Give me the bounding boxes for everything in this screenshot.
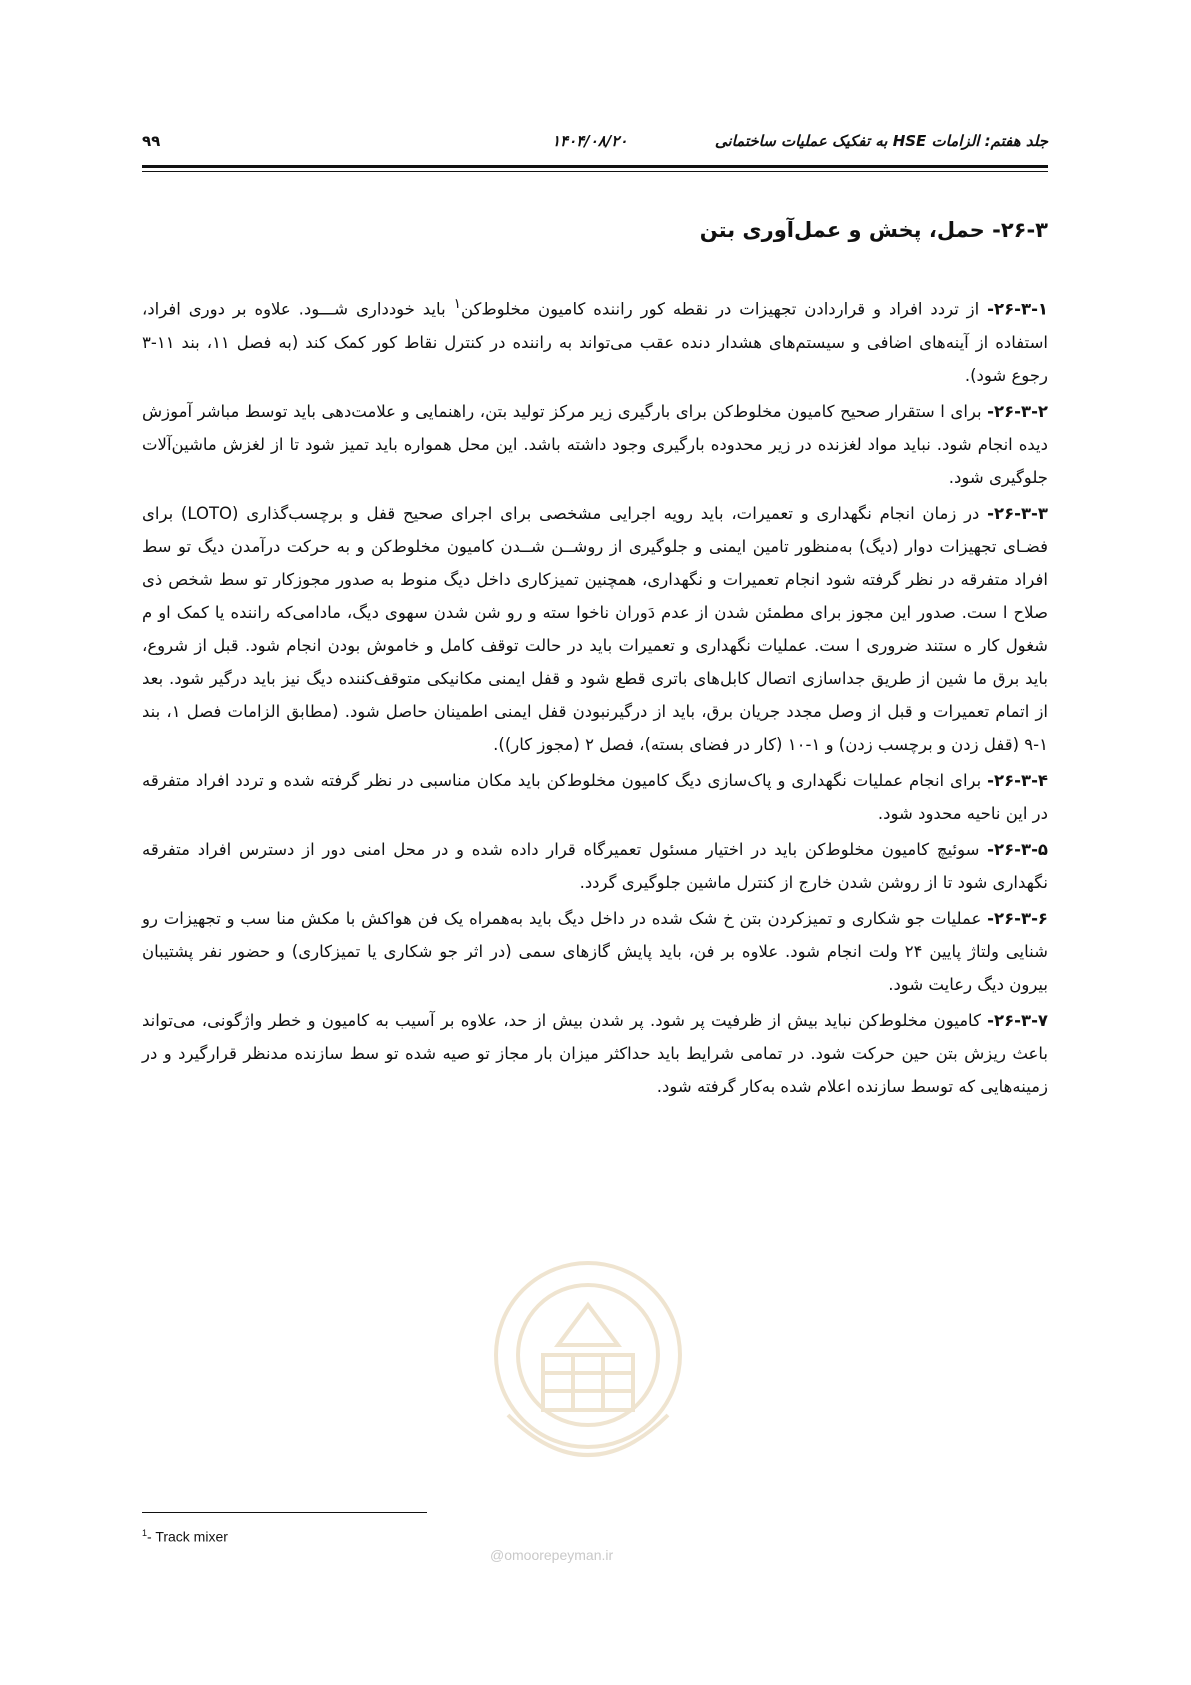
clause-text: برای انجام عملیات نگهداری و پاک‌سازی دیگ کامیون مخلوط‌کن باید مکان مناسبی در نظر گرفته شده و تردد افراد متفرقه در این ناحیه محدود شود. [142,770,1048,823]
header-title: جلد هفتم: الزامات HSE به تفکیک عملیات ساختمانی [714,132,1048,150]
clause-number: ۲۶-۳-۶- [987,908,1048,928]
watermark-text: @omoorepeyman.ir [490,1547,614,1563]
clause-text: در زمان انجام نگهداری و تعمیرات، باید رویه اجرایی مشخصی برای اجرای صحیح قفل و برچسب‌گذاری (LOTO) برای فضـای تجهیزات دوار (دیگ) به‌منظور تامین ایمنی و جلوگیری از روشــن شــدن کامیون مخلوط‌کن و به حرکت درآمدن دیگ تو سط افراد متفرقه در نظر گرفته شود انجام تعمیرات و نگهداری، همچنین تمیزکاری داخل دیگ منوط به صدور مجوزکار تو سط شخص ذی صلاح ا ست. صدور این مجوز برای مطمئن شدن از عدم دَوران ناخوا سته و رو شن شدن سهوی دیگ، مادامی‌که راننده یا کمک او م شغول کار ه ستند ضروری ا ست. عملیات نگهداری و تعمیرات باید در حالت توقف کامل و خاموش بودن انجام شود. قبل از شروع، باید برق ما شین از طریق جداسازی اتصال کابل‌های باتری قطع شود و قفل ایمنی مکانیکی متوقف‌کننده دیگ نیز باید درگیر شود. بعد از اتمام تعمیرات و قبل از وصل مجدد جریان برق، باید از درگیرنبودن قفل ایمنی اطمینان حاصل شود. (مطابق الزامات فصل ۱، بند ۱-۹ (قفل زدن و برچسب زدن) و ۱-۱۰ (کار در فضای بسته)، فصل ۲ (مجوز کار)). [142,503,1048,754]
paragraph-2 [142,395,1048,494]
clause-text: باید خودداری شـــود. علاوه بر دوری افراد، استفاده از آینه‌های اضافی و سیستم‌های هشدار دنده عقب می‌تواند به راننده در کنترل نقاط کور کمک کند (به فصل ۱۱، بند ۱۱-۳ رجوع شود). [142,299,1048,385]
paragraph-6 [142,902,1048,1001]
header-rule-thick [142,165,1048,168]
clause-number: ۲۶-۳-۲- [987,401,1048,421]
clause-number: ۲۶-۳-۱- [987,299,1048,319]
clause-text: عملیات جو شکاری و تمیزکردن بتن خ شک شده در داخل دیگ باید به‌همراه یک فن هواکش با مکش منا سب و تجهیزات رو شنایی ولتاژ پایین ۲۴ ولت انجام شود. علاوه بر فن، باید پایش گازهای سمی (در اثر جو شکاری یا تمیزکاری) و حضور نفر پشتیبان بیرون دیگ رعایت شود. [142,908,1048,994]
page-header [142,128,1048,162]
paragraph-4 [142,764,1048,830]
paragraph-3 [142,497,1048,761]
footnote-mark: 1 [142,1528,148,1538]
footnote-text: - Track mixer [147,1528,228,1545]
footnote-ref: ۱ [453,296,461,312]
document-body [142,288,1048,1106]
paragraph-1 [142,288,1048,392]
emblem-watermark-icon [478,1245,698,1485]
footnote-separator [142,1512,427,1513]
header-date: ۱۴۰۴/۰۸/۲۰ [552,132,628,150]
paragraph-7 [142,1004,1048,1103]
clause-text: برای ا ستقرار صحیح کامیون مخلوط‌کن برای بارگیری زیر مرکز تولید بتن، راهنمایی و علامت‌دهی باید توسط مباشر آموزش دیده انجام شود. نباید مواد لغزنده در زیر محدوده بارگیری وجود داشته باشد. این محل همواره باید تمیز شود تا از لغزش ماشین‌آلات جلوگیری شود. [142,401,1048,487]
paragraph-5 [142,833,1048,899]
clause-number: ۲۶-۳-۴- [987,770,1048,790]
clause-number: ۲۶-۳-۳- [987,503,1048,523]
clause-text: سوئیچ کامیون مخلوط‌کن باید در اختیار مسئول تعمیرگاه قرار داده شده و در محل امنی دور از دسترس افراد متفرقه نگهداری شود تا از روشن شدن خارج از کنترل ماشین جلوگیری گردد. [142,839,1048,892]
footnote [142,1528,228,1545]
clause-number: ۲۶-۳-۵- [987,839,1048,859]
clause-text: کامیون مخلوط‌کن نباید بیش از ظرفیت پر شود. پر شدن بیش از حد، علاوه بر آسیب به کامیون و خطر واژگونی، می‌تواند باعث ریزش بتن حین حرکت شود. در تمامی شرایط باید حداکثر میزان بار مجاز تو صیه شده تو سط سازنده مدنظر قرارگیرد و در زمینه‌هایی که توسط سازنده اعلام شده به‌کار گرفته شود. [142,1010,1048,1096]
header-rule-thin [142,171,1048,172]
clause-number: ۲۶-۳-۷- [987,1010,1048,1030]
page-number: ۹۹ [142,132,161,150]
clause-text: از تردد افراد و قراردادن تجهیزات در نقطه کور راننده کامیون مخلوط‌کن [460,299,988,319]
section-title: ۲۶-۳- حمل، پخش و عمل‌آوری بتن [699,218,1048,242]
